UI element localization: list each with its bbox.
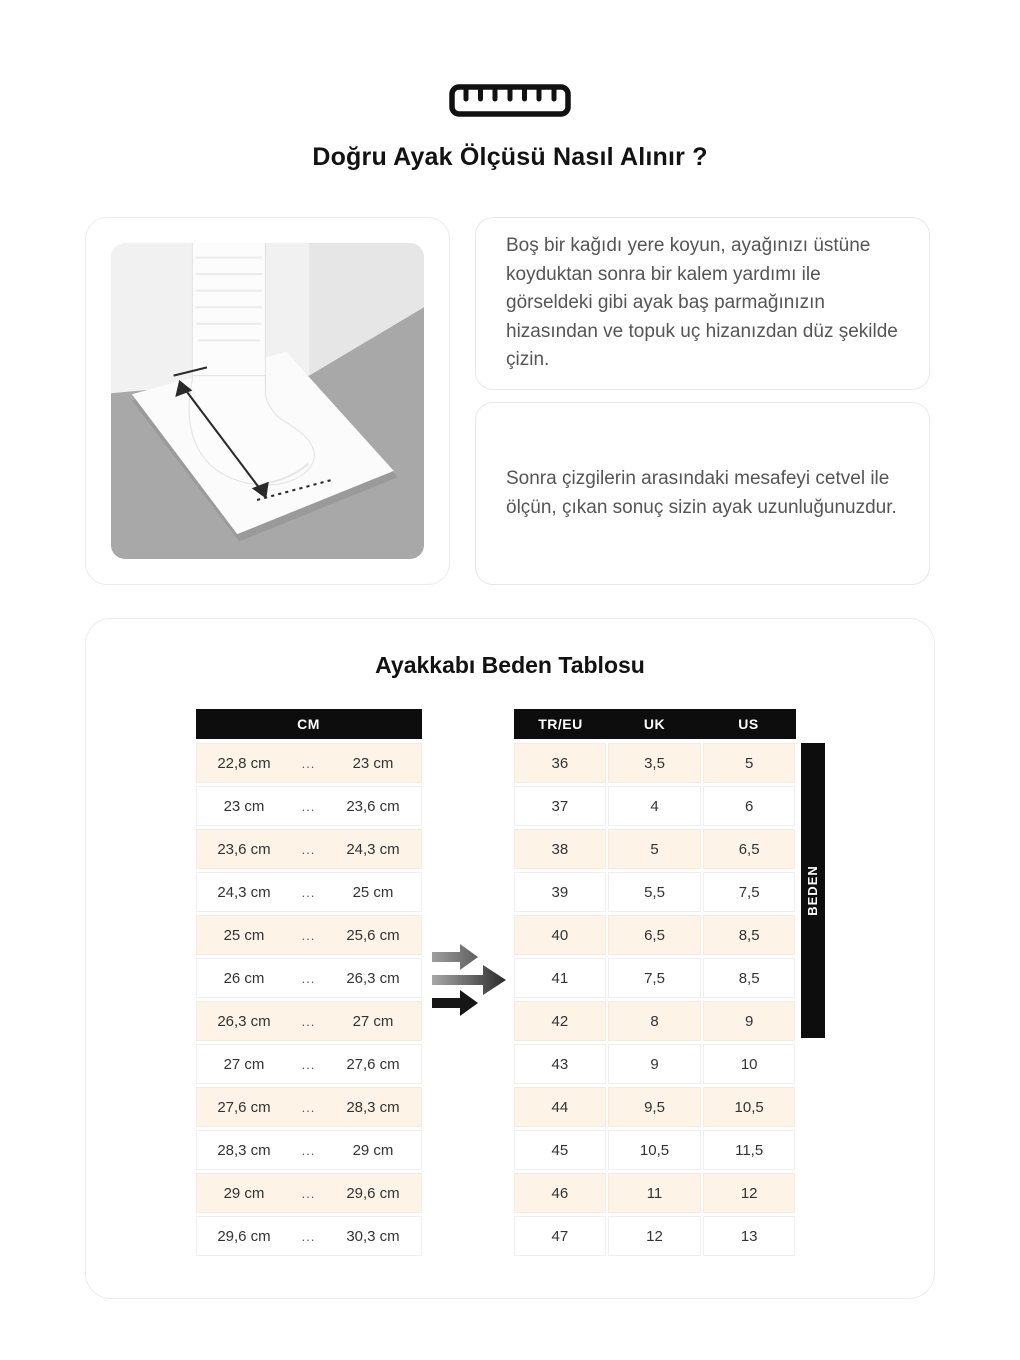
range-dots-label: ... bbox=[301, 1185, 316, 1201]
size-cell: 9 bbox=[703, 1001, 796, 1041]
cm-to: 23,6 cm bbox=[346, 797, 400, 815]
size-cell: 44 bbox=[514, 1087, 607, 1127]
cm-to: 25 cm bbox=[352, 883, 394, 901]
cm-table-header: CM bbox=[196, 709, 422, 739]
instruction-card-1 bbox=[475, 217, 930, 390]
size-cell: 10,5 bbox=[608, 1130, 701, 1170]
cm-from: 26,3 cm bbox=[217, 1012, 271, 1030]
size-cell: 38 bbox=[514, 829, 607, 869]
cm-from: 24,3 cm bbox=[217, 883, 271, 901]
header-uk: UK bbox=[643, 716, 666, 732]
size-cell: 6,5 bbox=[608, 915, 701, 955]
range-dots-label: ... bbox=[301, 798, 316, 814]
beden-label: BEDEN bbox=[805, 865, 821, 916]
cm-table bbox=[196, 709, 422, 1256]
size-row bbox=[514, 1001, 796, 1041]
size-table-card bbox=[85, 618, 935, 1299]
cm-to: 29 cm bbox=[352, 1141, 394, 1159]
cm-from: 22,8 cm bbox=[217, 754, 271, 772]
instruction-card-2 bbox=[475, 402, 930, 585]
size-row bbox=[514, 829, 796, 869]
size-guide-page bbox=[85, 0, 935, 1299]
howto-section bbox=[85, 217, 935, 585]
header-us: US bbox=[738, 716, 759, 732]
range-dots-label: ... bbox=[301, 1228, 316, 1244]
size-cell: 8 bbox=[608, 1001, 701, 1041]
cm-from: 23 cm bbox=[223, 797, 265, 815]
cm-table-body bbox=[196, 743, 422, 1256]
size-row bbox=[514, 915, 796, 955]
size-row bbox=[514, 786, 796, 826]
size-row bbox=[514, 872, 796, 912]
size-row bbox=[514, 1216, 796, 1256]
cm-row bbox=[196, 1044, 422, 1084]
size-cell: 8,5 bbox=[703, 958, 796, 998]
intl-size-table-header bbox=[514, 709, 796, 739]
size-cell: 10 bbox=[703, 1044, 796, 1084]
cm-to: 26,3 cm bbox=[346, 969, 400, 987]
size-cell: 9 bbox=[608, 1044, 701, 1084]
size-cell: 7,5 bbox=[703, 872, 796, 912]
page-title: Doğru Ayak Ölçüsü Nasıl Alınır ? bbox=[312, 143, 708, 171]
size-cell: 9,5 bbox=[608, 1087, 701, 1127]
size-tables bbox=[86, 709, 934, 1256]
intl-size-table bbox=[514, 709, 796, 1256]
cm-to: 24,3 cm bbox=[346, 840, 400, 858]
ruler-icon bbox=[449, 84, 571, 117]
size-cell: 6 bbox=[703, 786, 796, 826]
cm-from: 27 cm bbox=[223, 1055, 265, 1073]
size-cell: 12 bbox=[703, 1173, 796, 1213]
cm-from: 29,6 cm bbox=[217, 1227, 271, 1245]
range-dots-label: ... bbox=[301, 927, 316, 943]
size-cell: 36 bbox=[514, 743, 607, 783]
range-dots-label: ... bbox=[301, 841, 316, 857]
cm-from: 23,6 cm bbox=[217, 840, 271, 858]
cm-from: 29 cm bbox=[223, 1184, 265, 1202]
size-cell: 5,5 bbox=[608, 872, 701, 912]
cm-row bbox=[196, 786, 422, 826]
instruction-text-1: Boş bir kağıdı yere koyun, ayağınızı üstüne koyduktan sonra bir kalem yardımı ile görseldeki gibi ayak baş parmağınızın hizasından ve topuk uç hizanızdan düz şekilde çizin. bbox=[506, 235, 898, 371]
header bbox=[85, 84, 935, 172]
size-cell: 37 bbox=[514, 786, 607, 826]
size-cell: 45 bbox=[514, 1130, 607, 1170]
size-cell: 11 bbox=[608, 1173, 701, 1213]
cm-row bbox=[196, 872, 422, 912]
size-cell: 10,5 bbox=[703, 1087, 796, 1127]
cm-row bbox=[196, 1130, 422, 1170]
size-row bbox=[514, 1044, 796, 1084]
cm-row bbox=[196, 829, 422, 869]
instruction-text-2: Sonra çizgilerin arasındaki mesafeyi cetvel ile ölçün, çıkan sonuç sizin ayak uzunluğunuzdur. bbox=[506, 468, 897, 518]
range-dots-label: ... bbox=[301, 970, 316, 986]
cm-to: 27 cm bbox=[352, 1012, 394, 1030]
cm-to: 29,6 cm bbox=[346, 1184, 400, 1202]
range-dots-label: ... bbox=[301, 1013, 316, 1029]
size-cell: 13 bbox=[703, 1216, 796, 1256]
size-row bbox=[514, 743, 796, 783]
size-cell: 5 bbox=[703, 743, 796, 783]
size-cell: 3,5 bbox=[608, 743, 701, 783]
cm-to: 25,6 cm bbox=[346, 926, 400, 944]
cm-row bbox=[196, 743, 422, 783]
foot-measurement-photo bbox=[111, 243, 424, 559]
size-table-body bbox=[514, 743, 796, 1256]
size-cell: 4 bbox=[608, 786, 701, 826]
size-cell: 6,5 bbox=[703, 829, 796, 869]
size-row bbox=[514, 1130, 796, 1170]
size-cell: 39 bbox=[514, 872, 607, 912]
size-row bbox=[514, 958, 796, 998]
foot-measurement-photo-card bbox=[85, 217, 450, 585]
cm-row bbox=[196, 1087, 422, 1127]
range-dots-label: ... bbox=[301, 755, 316, 771]
cm-row bbox=[196, 958, 422, 998]
size-row bbox=[514, 1173, 796, 1213]
size-cell: 46 bbox=[514, 1173, 607, 1213]
cm-row bbox=[196, 1001, 422, 1041]
size-cell: 8,5 bbox=[703, 915, 796, 955]
size-cell: 41 bbox=[514, 958, 607, 998]
size-cell: 12 bbox=[608, 1216, 701, 1256]
cm-to: 30,3 cm bbox=[346, 1227, 400, 1245]
size-cell: 43 bbox=[514, 1044, 607, 1084]
range-dots-label: ... bbox=[301, 1142, 316, 1158]
cm-row bbox=[196, 1173, 422, 1213]
cm-row bbox=[196, 915, 422, 955]
cm-from: 26 cm bbox=[223, 969, 265, 987]
size-cell: 42 bbox=[514, 1001, 607, 1041]
range-dots-label: ... bbox=[301, 1099, 316, 1115]
size-cell: 7,5 bbox=[608, 958, 701, 998]
transfer-arrows-icon bbox=[428, 939, 508, 1026]
cm-to: 23 cm bbox=[352, 754, 394, 772]
size-cell: 40 bbox=[514, 915, 607, 955]
cm-to: 27,6 cm bbox=[346, 1055, 400, 1073]
cm-from: 27,6 cm bbox=[217, 1098, 271, 1116]
size-table-title: Ayakkabı Beden Tablosu bbox=[375, 652, 645, 678]
size-row bbox=[514, 1087, 796, 1127]
intl-size-table-wrap bbox=[514, 709, 825, 1256]
cm-from: 25 cm bbox=[223, 926, 265, 944]
range-dots-label: ... bbox=[301, 884, 316, 900]
size-cell: 5 bbox=[608, 829, 701, 869]
header-tr-eu: TR/EU bbox=[538, 716, 583, 732]
cm-to: 28,3 cm bbox=[346, 1098, 400, 1116]
beden-vertical-strip bbox=[801, 743, 825, 1038]
size-cell: 47 bbox=[514, 1216, 607, 1256]
cm-row bbox=[196, 1216, 422, 1256]
range-dots-label: ... bbox=[301, 1056, 316, 1072]
cm-from: 28,3 cm bbox=[217, 1141, 271, 1159]
size-cell: 11,5 bbox=[703, 1130, 796, 1170]
instructions-column bbox=[475, 217, 935, 585]
